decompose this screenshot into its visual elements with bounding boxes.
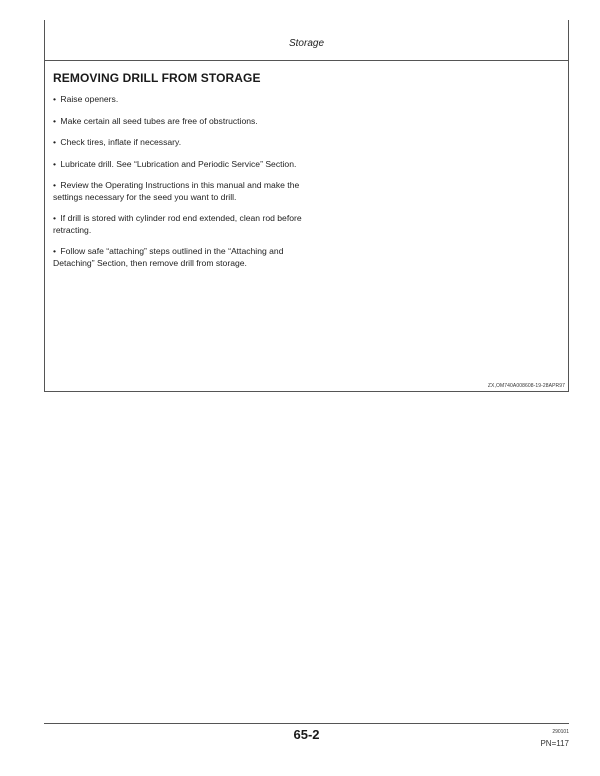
footer-rule xyxy=(44,723,569,724)
list-item-text: Lubricate drill. See “Lubrication and Periodic Service” Section. xyxy=(60,158,297,169)
list-item xyxy=(53,137,303,149)
content-title: REMOVING DRILL FROM STORAGE xyxy=(53,71,261,85)
bullet-icon: • xyxy=(53,213,57,223)
bullet-icon: • xyxy=(53,158,57,169)
list-item xyxy=(53,246,303,269)
list-item-text: Check tires, inflate if necessary. xyxy=(60,137,182,147)
bullet-icon: • xyxy=(53,115,57,126)
list-item-text: Raise openers. xyxy=(60,94,119,104)
list-item xyxy=(53,116,303,128)
list-item-text: Follow safe “attaching” steps outlined in the “Attaching and Detaching” Section, then remove drill from storage. xyxy=(53,246,284,268)
list-item xyxy=(53,213,303,236)
footer-pn: PN=117 xyxy=(540,739,569,748)
content-box xyxy=(44,60,569,392)
list-item-text: Make certain all seed tubes are free of obstructions. xyxy=(60,115,258,126)
list-item xyxy=(53,94,303,106)
bullet-icon: • xyxy=(53,246,57,256)
bullet-icon: • xyxy=(53,94,57,104)
page-number: 65-2 xyxy=(293,727,320,742)
list-item xyxy=(53,159,303,171)
list-item-text: Review the Operating Instructions in this manual and make the settings necessary for the seed you want to drill. xyxy=(53,180,300,202)
instruction-list xyxy=(53,94,303,279)
reference-code: ZX,OM740A008608-19-28APR97 xyxy=(487,383,565,389)
bullet-icon: • xyxy=(53,137,57,147)
bullet-icon: • xyxy=(53,180,57,190)
footer-date-code: 290101 xyxy=(552,729,569,735)
list-item xyxy=(53,180,303,203)
list-item-text: If drill is stored with cylinder rod end extended, clean rod before retracting. xyxy=(53,213,302,235)
section-header: Storage xyxy=(288,38,325,49)
